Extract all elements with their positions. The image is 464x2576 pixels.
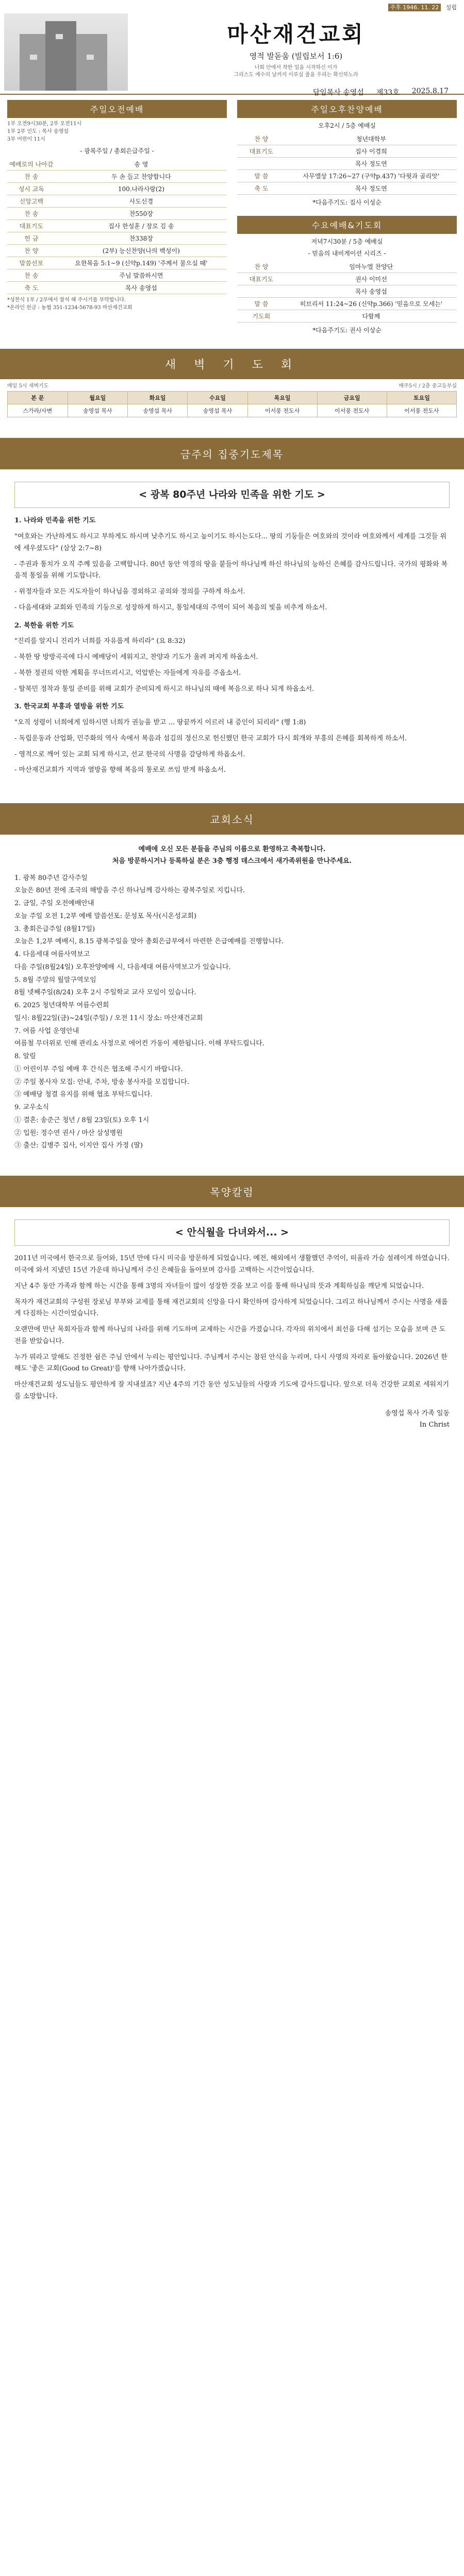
order-value: 송 영 [56,158,227,171]
header-text [128,11,464,97]
lead-line: 처음 방문하시거나 등록하실 분은 3층 행정 데스크에서 새가족위원을 만나주세요. [112,857,352,865]
schedule-header: 본 문 [8,392,68,404]
schedule-header: 금요일 [317,392,387,404]
order-label: 성시 교독 [7,183,56,195]
order-label: 대표기도 [7,220,56,232]
church-name: 마산재건교회 [227,22,365,47]
order-row [7,183,227,195]
news-item: ① 어린이부 주일 예배 후 간식은 협조해 주시기 바랍니다. [14,1065,183,1073]
news-item: 1. 광복 80주년 감사주일 [14,874,88,882]
schedule-header: 월요일 [68,392,127,404]
news-item: 다음 주일(8월24일) 오후찬양예배 시, 다음세대 여름사역보고가 있습니다. [14,963,231,971]
news-band: 교회소식 [0,803,464,835]
issue-date: 2025.8.17 [411,87,449,95]
order-value: 요한복음 5:1~9 (신약p.149) '주께서 물으실 때' [56,257,227,269]
prayer-topic-text: - 북한 땅 방방곡곡에 다시 예배당이 세워지고, 찬양과 기도가 울려 퍼지게 하옵소서. [14,653,258,661]
prayer-topic-text: - 위정자들과 모든 지도자들이 하나님을 경외하고 공의와 정의를 구하게 하소서. [14,588,245,596]
church-building-image [4,13,128,91]
news-item: 일시: 8월22일(금)~24일(주일) / 오전 11시 장소: 마산재건교회 [14,1014,203,1022]
afternoon-time: 오후2시 / 5층 예배실 [318,122,376,129]
news-item: 7. 여름 사업 운영안내 [14,1027,79,1035]
news-item: 오늘은 1,2부 예배시, 8.15 광복주일을 맞아 총회은급부에서 마련한 은급예배를 진행합니다. [14,938,284,946]
prayer-topic-text: "진리를 알지니 진리가 너희를 자유롭게 하리라" (요 8:32) [14,637,186,646]
order-label: 예배로의 나아감 [7,158,56,171]
wednesday-title: 수요예배&기도회 [237,216,457,234]
column-paragraph: 지난 4주 동안 가족과 함께 하는 시간을 통해 3명의 자녀들이 많이 성장한 것을 보고 이를 통해 하나님의 뜻과 계획하심을 깨닫게 되었습니다. [14,1282,424,1290]
order-value: 주님 말씀하시면 [56,269,227,282]
schedule-cell: 이서풍 전도사 [247,404,317,417]
order-value: 두 손 들고 찬양합니다 [56,171,227,183]
morning-footnotes [7,296,227,312]
footnote: *온라인 헌금 : 농협 351-1234-5678-93 마산재건교회 [7,305,132,311]
time-line: 1부 오전9시30분, 2부 오전11시 [7,121,82,127]
order-label: 헌 금 [7,232,56,245]
dawn-prayer-meta [0,379,464,391]
column-paragraph: 2011년 미국에서 한국으로 들어와, 15년 만에 다시 미국을 방문하게 되었습니다. 예전, 해외에서 생활했던 추억이, 떠올라 가슴 설레이게 하였습니다. 미국에 와서 지냈던 15년 가운데 하나님께서 주신 은혜들을 돌아보며 감사를 고백하는 시간이었습니다. [14,1255,450,1274]
morning-order [7,158,227,294]
time-line: 1부 2부 인도 : 목사 송영섭 [7,129,69,134]
order-row [237,310,457,323]
signature-line: 송영섭 목사 가족 일동 [385,1409,450,1417]
order-value: 목사 송영섭 [56,282,227,294]
afternoon-and-wednesday [237,100,457,337]
afternoon-note: *다음주기도: 집사 이성순 [312,199,382,206]
prayer-topic-text: "여호와는 가난하게도 하시고 부하게도 하시며 낮추기도 하시고 높이기도 하시는도다... 땅의 기둥들은 여호와의 것이라 여호와께서 세계를 그것들 위에 세우셨도다" (삼상 2:7~8) [14,533,446,552]
wednesday-order [237,261,457,323]
column-paragraph: 오랜만에 만난 목회자들과 함께 하나님의 나라를 위해 기도하며 교제하는 시간을 가졌습니다. 각자의 위치에서 최선을 다해 섬기는 모습을 보며 큰 도전을 받았습니다. [14,1326,446,1345]
column-paragraph: 마산재건교회 성도님들도 평안하게 잘 지내셨죠? 지난 4주의 기간 동안 성도님들의 사랑과 기도에 감사드립니다. 앞으로 더욱 건강한 교회로 세워지기를 소망합니다. [14,1381,450,1400]
schedule-header: 토요일 [387,392,456,404]
order-label: 대표기도 [237,145,286,158]
column-content [0,1207,464,1438]
intercession-heading: < 광복 80주년 나라와 민족을 위한 기도 > [14,482,450,508]
founded-label: 설립 [445,4,457,11]
motto [128,64,464,79]
prayer-topic-title: 1. 나라와 민족을 위한 기도 [14,517,96,525]
schedule-cell: 스가라/사변 [8,404,68,417]
order-label: 찬 송 [7,171,56,183]
dawn-meta-left: 매일 5시 새벽기도 [7,383,49,389]
news-item: ② 입원: 정수연 권사 / 마산 삼성병원 [14,1129,123,1137]
news-item: 오늘은 80년 전에 조국의 해방을 주신 하나님께 감사하는 광복주일로 지킵니다. [14,887,245,895]
order-row [7,220,227,232]
order-value: 청년대학부 [286,133,457,145]
order-row [237,170,457,182]
prayer-topic-text: - 주권과 통치가 오직 주께 있음을 고백합니다. 80년 동안 역경의 땅을 붙들어 하나님께 하신 하나님의 능하신 은혜를 감사드립니다. 국가의 평화와 복음적 통일을 위해 기도합니다. [14,560,448,580]
order-value: 사도신경 [56,195,227,208]
order-value: 사무엘상 17:26~27 (구약p.437) '다윗과 골리앗' [286,170,457,182]
window-shape [56,34,63,39]
news-item: 2. 금일, 주일 오전예배안내 [14,900,94,907]
column-signature [14,1408,450,1432]
signature-line: In Christ [419,1421,450,1429]
schedule-cell: 이서풍 전도사 [317,404,387,417]
order-row [7,232,227,245]
order-row [237,145,457,158]
order-label: 말 씀 [237,298,286,310]
order-row [237,298,457,310]
news-item: 3. 총회은급주일 (8월17일) [14,925,95,933]
prayer-topic-text: - 독립운동과 산업화, 민주화의 역사 속에서 복음과 섬김의 정신으로 헌신했던 한국 교회가 다시 회개와 부흥의 은혜를 회복하게 하소서. [14,734,407,742]
issue-number: 제33호 [376,89,400,97]
news-item: 4. 다음세대 여름사역보고 [14,951,90,958]
order-label: 대표기도 [237,273,286,285]
wednesday-note: *다음주기도: 권사 이상순 [312,327,382,334]
dawn-prayer-table [7,391,457,417]
order-row [7,257,227,269]
order-row [7,208,227,220]
founded-date: 주후 1946. 11. 22 [388,4,441,11]
schedule-header: 목요일 [247,392,317,404]
morning-theme: - 광복주일 / 총회은급주일 - [80,147,154,155]
news-item: 8. 알림 [14,1053,36,1060]
prayer-topic-title: 2. 북한을 위한 기도 [14,621,74,630]
order-value: 목사 정도연 [286,158,457,170]
order-label: 찬 양 [237,261,286,273]
order-label: 기도회 [237,310,286,323]
order-value: 찬550장 [56,208,227,220]
intercession-band: 금주의 집중기도제목 [0,438,464,469]
afternoon-order [237,133,457,195]
motto-line: 그리스도 예수의 날까지 이루실 줄을 우리는 확신하노라 [234,72,358,78]
footnote: *성찬식 1부 / 2부에서 참석 해 주시기를 부탁합니다. [7,297,126,303]
order-value: 100.나라사랑(2) [56,183,227,195]
order-value: 집사 이경희 [286,145,457,158]
order-label: 찬 양 [7,245,56,257]
morning-title: 주일오전예배 [7,100,227,118]
founding-bar [0,0,464,11]
tower-shape [45,21,76,91]
prayer-topic-text: "오직 성령이 너희에게 임하시면 너희가 권능을 받고 ... 땅끝까지 이르러 내 증인이 되리라" (행 1:8) [14,719,306,726]
worship-columns [0,95,464,343]
annual-verse: 영적 발돋움 (빌립보서 1:6) [249,52,343,61]
order-label [237,285,286,298]
order-value: (2부) 능신찬양(나의 백성이) [56,245,227,257]
order-row [7,245,227,257]
order-row [237,285,457,298]
news-item: ③ 예배당 청결 유지를 위해 협조 부탁드립니다. [14,1091,153,1099]
wednesday-time: 저녁7시30분 / 5층 예배실 [311,238,383,245]
order-row [237,158,457,170]
prayer-topic-text: - 탈북민 정착과 통일 준비를 위해 교회가 준비되게 하시고 하나님의 때에 복음으로 하나 되게 하옵소서. [14,685,314,693]
motto-line: 너희 안에서 착한 일을 시작하신 이가 [254,65,338,71]
morning-worship [7,100,227,337]
news-item: 여름철 무더위로 인해 관리소 사정으로 에어컨 가동이 제한됩니다. 이해 부탁드립니다. [14,1040,264,1048]
news-content [0,835,464,1160]
schedule-cell: 송영섭 목사 [188,404,247,417]
news-item: ③ 출산: 김병주 집사, 이지안 집사 가정 (딸) [14,1142,143,1150]
prayer-topic-text: - 영적으로 깨어 있는 교회 되게 하시고, 선교 한국의 사명을 감당하게 하옵소서. [14,750,245,758]
prayer-topic-title: 3. 한국교회 부흥과 열방을 위한 기도 [14,703,124,711]
news-item: 9. 교우소식 [14,1104,49,1111]
afternoon-title: 주일오후찬양예배 [237,100,457,118]
window-shape [30,55,37,60]
order-row [7,195,227,208]
order-row [237,261,457,273]
dawn-table-wrap [0,391,464,417]
order-row [237,133,457,145]
order-label: 찬 송 [7,208,56,220]
news-item: ① 결혼: 송준근 청년 / 8월 23일(토) 오후 1시 [14,1116,150,1124]
schedule-header: 화요일 [127,392,187,404]
order-value: 찬338장 [56,232,227,245]
news-item: ② 주일 봉사자 모집: 안내, 주차, 방송 봉사자를 모집합니다. [14,1078,190,1086]
order-row [7,282,227,294]
order-value: 집사 한성훈 / 장로 김 송 [56,220,227,232]
schedule-cell: 송영섭 목사 [68,404,127,417]
order-value: 임마누엘 찬양단 [286,261,457,273]
order-label: 말 씀 [237,170,286,182]
intercession-content [0,469,464,788]
wednesday-theme: - 믿음의 내비게이션 시리즈 - [308,250,386,257]
order-label [237,158,286,170]
order-row [7,158,227,171]
order-row [7,171,227,183]
prayer-topic-text: - 다음세대와 교회와 민족의 기둥으로 성장하게 하시고, 통일세대의 주역이 되어 복음의 빛을 비추게 하소서. [14,603,327,612]
order-label: 신앙고백 [7,195,56,208]
window-shape [87,55,94,60]
order-value: 권사 이미선 [286,273,457,285]
order-value: 히브리서 11:24~26 (신약p.366) '믿음으로 모세는' [286,298,457,310]
order-value: 다함께 [286,310,457,323]
time-line: 3부 어린이 11시 [7,137,45,142]
order-row [7,269,227,282]
order-value: 목사 정도연 [286,182,457,195]
order-label: 찬 송 [7,269,56,282]
prayer-topic-text: - 마산재건교회가 지역과 열방을 향해 복음의 통로로 쓰임 받게 하옵소서. [14,766,226,774]
schedule-cell: 이서풍 전도사 [387,404,456,417]
column-paragraph: 누가 뭐라고 말해도 진정한 쉼은 주님 안에서 누리는 평안입니다. 주님께서 주시는 참된 안식을 누리며, 다시 사명의 자리로 돌아왔습니다. 2026년 한 해도 '좋은 교회(Good to Great)'를 향해 나아가겠습니다. [14,1353,448,1373]
dawn-prayer-title: 새 벽 기 도 회 [0,349,464,379]
morning-times [7,120,227,143]
prayer-topic-text: - 북한 정권의 악한 계획을 무너뜨리시고, 억압받는 자들에게 자유를 주옵소서. [14,669,241,677]
news-item: 5. 8월 주말의 월말구역모임 [14,976,96,984]
order-value: 목사 송영섭 [286,285,457,298]
schedule-header: 수요일 [188,392,247,404]
pastor-name: 담임목사 송영섭 [312,89,364,97]
column-band: 목양칼럼 [0,1176,464,1207]
order-label: 찬 양 [237,133,286,145]
news-lead [14,844,450,868]
order-row [237,273,457,285]
column-paragraph: 목자가 재건교회의 구성원 장로님 부부와 교제를 통해 재건교회의 신앙을 다시 확인하며 감사하게 되었습니다. 그리고 하나님께서 주시는 사명을 새롭게 다짐하는 시간이었습니다. [14,1298,448,1318]
issue-meta [128,87,449,97]
order-label: 말씀선포 [7,257,56,269]
dawn-meta-right: 매주5시 / 2층 중고등부실 [399,383,457,389]
order-label: 축 도 [7,282,56,294]
order-label: 축 도 [237,182,286,195]
schedule-cell: 송영섭 목사 [127,404,187,417]
lead-line: 예배에 오신 모든 분들을 주님의 이름으로 환영하고 축복합니다. [138,845,326,853]
news-item: 오늘 주일 오전 1,2부 예배 말씀선포: 문성포 목사(시온성교회) [14,912,196,920]
column-title: < 안식월을 다녀와서... > [14,1219,450,1246]
order-row [237,182,457,195]
news-item: 8월 넷째주일(8/24) 오후 2시 주일학교 교사 모임이 있습니다. [14,989,196,997]
bulletin-header [0,11,464,95]
news-item: 6. 2025 청년대학부 여름수련회 [14,1002,109,1009]
